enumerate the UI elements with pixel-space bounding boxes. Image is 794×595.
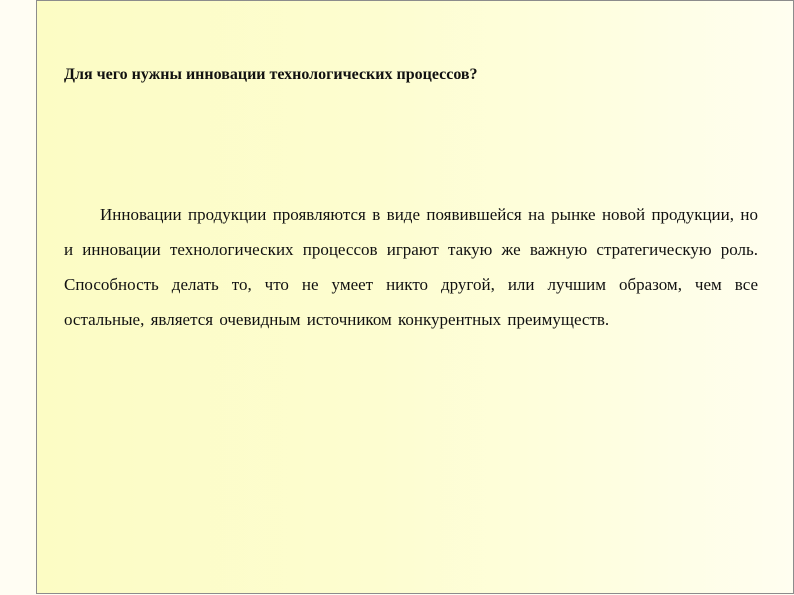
slide-title: Для чего нужны инновации технологических процессов? xyxy=(64,66,478,83)
left-margin-strip xyxy=(0,0,36,595)
slide-panel xyxy=(36,0,794,594)
slide-body-paragraph: Инновации продукции проявляются в виде появившейся на рынке новой продукции, но и инновации технологических процессов играют такую же важную стратегическую роль. Способность делать то, что не умеет никто другой, или лучшим образом, чем все остальные, является очевидным источником конкурентных преимуществ. xyxy=(64,205,758,329)
